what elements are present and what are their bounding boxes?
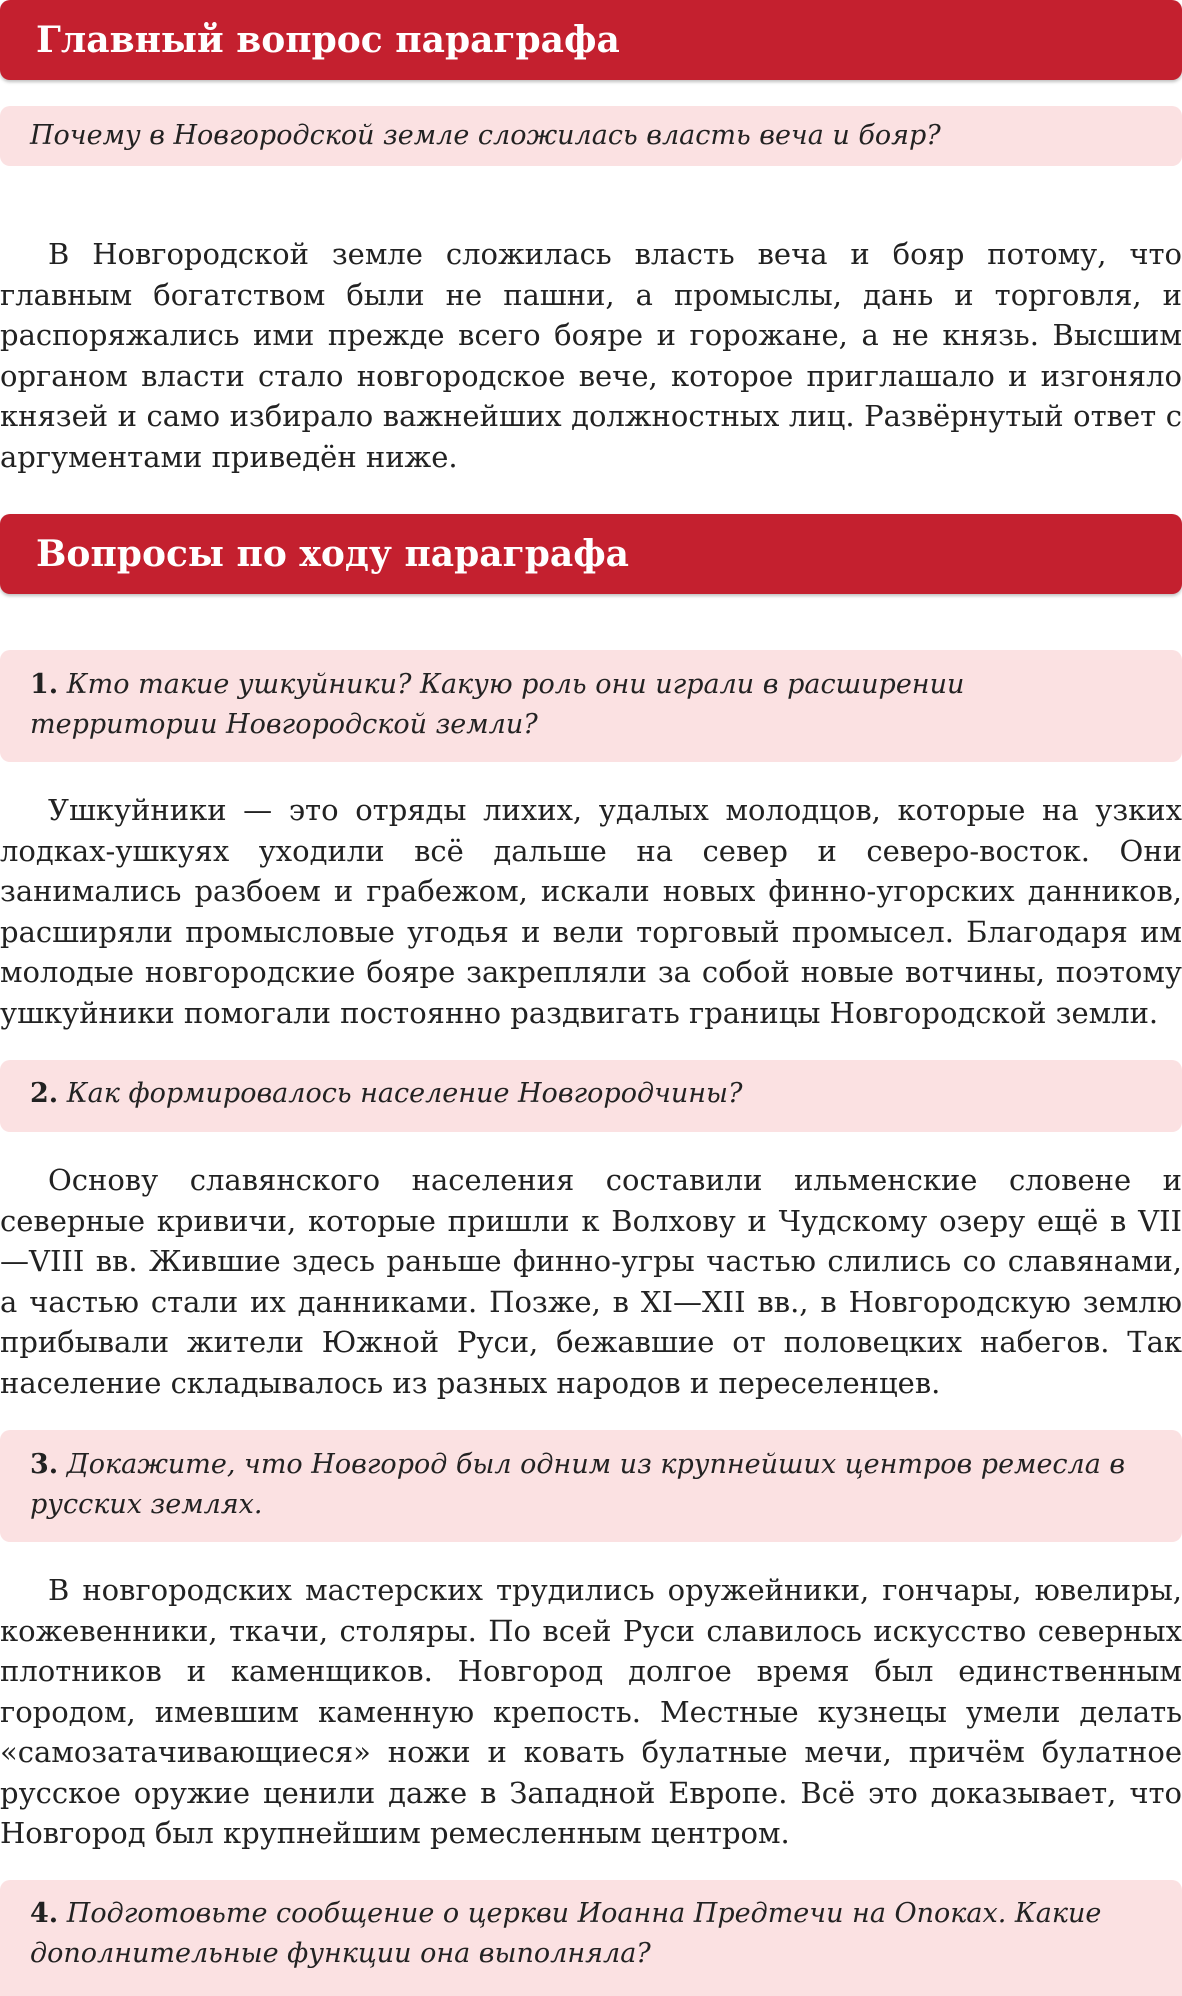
- main-question-text: Почему в Новгородской земле сложилась власть веча и бояр?: [30, 120, 941, 151]
- answer-2: Основу славянского населения составили ильменские словене и северные кривичи, которые пришли к Волхову и Чудскому озеру ещё в VII—VIII вв. Жившие здесь раньше финно-угры частью слились со славянами, а частью стали их данниками. Позже, в XI—XII вв., в Новгородскую землю прибывали жители Южной Руси, бежавшие от половецких набегов. Так население складывалось из разных народов и переселенцев.: [0, 1163, 1182, 1400]
- main-question-box: [0, 106, 1182, 166]
- answer-3: В новгородских мастерских трудились оружейники, гончары, ювелиры, кожевенники, ткачи, столяры. По всей Руси славилось искусство северных плотников и каменщиков. Новгород долгое время был единственным городом, имевшим каменную крепость. Местные кузнецы умели делать «самозатачивающиеся» ножи и ковать булатные мечи, причём булатное русское оружие ценили даже в Западной Европе. Всё это доказывает, что Новгород был крупнейшим ремесленным центром.: [0, 1573, 1182, 1850]
- main-question-answer: В Новгородской земле сложилась власть веча и бояр потому, что главным богатством были не пашни, а промыслы, дань и торговля, и распоряжались ими прежде всего бояре и горожане, а не князь. Высшим органом власти стало новгородское вече, которое приглашало и изгоняло князей и само избирало важнейших должностных лиц. Развёрнутый ответ с аргументами приведён ниже.: [0, 237, 1182, 474]
- question-number: 4.: [30, 1898, 59, 1929]
- question-box-3: [0, 1430, 1182, 1542]
- main-question-heading: Главный вопрос параграфа: [0, 0, 1182, 80]
- answer-1: Ушкуйники — это отряды лихих, удалых молодцов, которые на узких лодках-ушкуях уходили всё дальше на север и северо-восток. Они занимались разбоем и грабежом, искали новых финно-угорских данников, расширяли промысловые угодья и вели торговый промысел. Благодаря им молодые новгородские бояре закрепляли за собой новые вотчины, поэтому ушкуйники помогали постоянно раздвигать границы Новгородской земли.: [0, 793, 1182, 1030]
- question-box-2: [0, 1060, 1182, 1132]
- question-text: Подготовьте сообщение о церкви Иоанна Предтечи на Опоках. Какие дополнительные функции она выполняла?: [30, 1898, 1102, 1969]
- question-text: Как формировалось население Новгородчины?: [66, 1078, 743, 1109]
- question-box-4: [0, 1880, 1182, 1996]
- question-number: 3.: [30, 1449, 59, 1480]
- question-box-1: [0, 650, 1182, 762]
- question-text: Кто такие ушкуйники? Какую роль они играли в расширении территории Новгородской земли?: [30, 669, 965, 740]
- section-heading: Вопросы по ходу параграфа: [0, 514, 1182, 594]
- question-text: Докажите, что Новгород был одним из крупнейших центров ремесла в русских землях.: [30, 1449, 1126, 1520]
- question-number: 2.: [30, 1078, 59, 1109]
- question-number: 1.: [30, 669, 59, 700]
